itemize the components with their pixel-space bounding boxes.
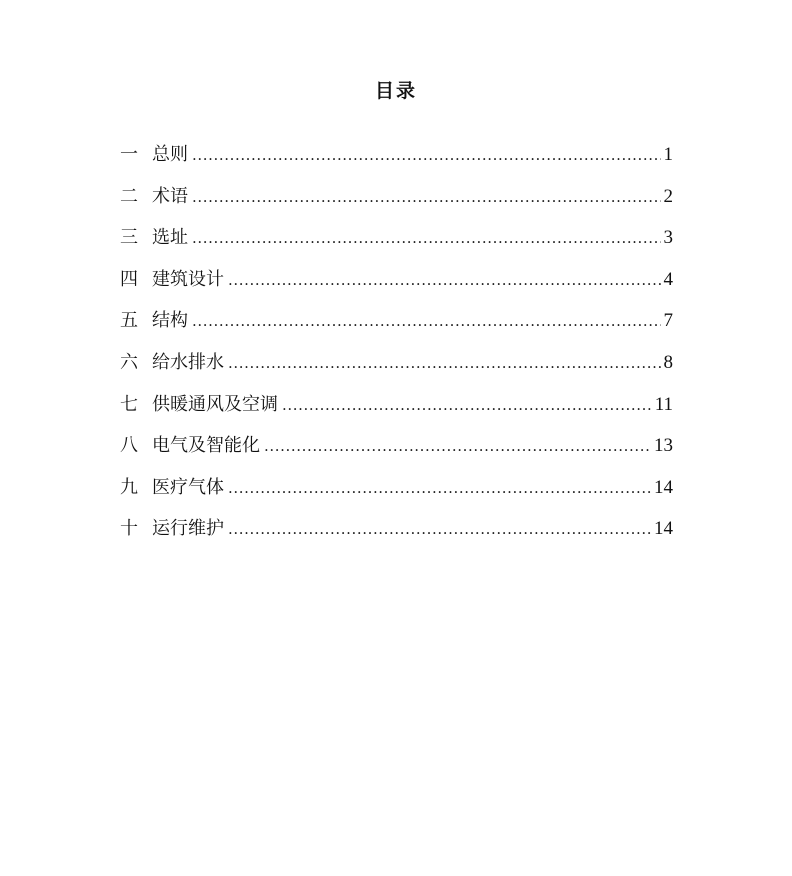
toc-entry[interactable] <box>120 224 673 266</box>
toc-entry-number: 九 <box>120 476 138 498</box>
toc-dot-leader <box>192 224 661 252</box>
toc-dot-leader <box>192 183 661 211</box>
toc-dot-leader <box>282 391 652 419</box>
toc-entry[interactable] <box>120 349 673 391</box>
toc-entry-label: 供暖通风及空调 <box>152 393 278 415</box>
toc-entry-number: 十 <box>120 518 138 540</box>
toc-entry[interactable] <box>120 474 673 516</box>
toc-entry-label: 选址 <box>152 227 188 249</box>
toc-entry[interactable] <box>120 515 673 557</box>
toc-entry-page: 4 <box>663 268 673 290</box>
toc-entry-number: 四 <box>120 268 138 290</box>
toc-entry-number: 七 <box>120 393 138 415</box>
toc-entry-number: 一 <box>120 144 138 165</box>
toc-entry-label: 电气及智能化 <box>152 435 260 457</box>
toc-entry-label: 运行维护 <box>152 518 224 540</box>
toc-entry-label: 结构 <box>152 310 188 332</box>
toc-entry-label: 医疗气体 <box>152 476 224 498</box>
toc-entry-number: 二 <box>120 185 138 207</box>
toc-title: 目录 <box>374 80 417 102</box>
toc-entry[interactable] <box>120 141 673 183</box>
toc-entry-page: 1 <box>663 144 673 165</box>
toc-entry-label: 术语 <box>152 185 188 207</box>
toc-entry-page: 7 <box>663 310 673 332</box>
toc-dot-leader <box>228 515 651 543</box>
toc-entry[interactable] <box>120 266 673 308</box>
toc-entry[interactable] <box>120 432 673 474</box>
toc-entry-page: 3 <box>663 227 673 249</box>
toc-dot-leader <box>228 349 661 377</box>
toc-entry-page: 14 <box>654 518 673 540</box>
toc-entry-page: 11 <box>654 393 673 415</box>
toc-entry-number: 五 <box>120 310 138 332</box>
toc-dot-leader <box>228 266 661 294</box>
toc-entry-number: 八 <box>120 435 138 457</box>
toc-entry-page: 13 <box>654 435 673 457</box>
toc-entry[interactable] <box>120 391 673 433</box>
toc-entry-number: 六 <box>120 351 138 373</box>
toc-dot-leader <box>228 474 651 502</box>
toc-entry-page: 2 <box>663 185 673 207</box>
toc-entry-label: 建筑设计 <box>152 268 224 290</box>
toc-list <box>120 141 673 557</box>
toc-entry-page: 8 <box>663 351 673 373</box>
toc-entry-label: 给水排水 <box>152 351 224 373</box>
toc-entry-number: 三 <box>120 227 138 249</box>
toc-entry[interactable] <box>120 183 673 225</box>
toc-dot-leader <box>264 432 651 460</box>
toc-entry[interactable] <box>120 307 673 349</box>
toc-entry-page: 14 <box>654 476 673 498</box>
toc-dot-leader <box>192 141 661 169</box>
toc-dot-leader <box>192 307 661 335</box>
toc-entry-label: 总则 <box>152 144 188 165</box>
